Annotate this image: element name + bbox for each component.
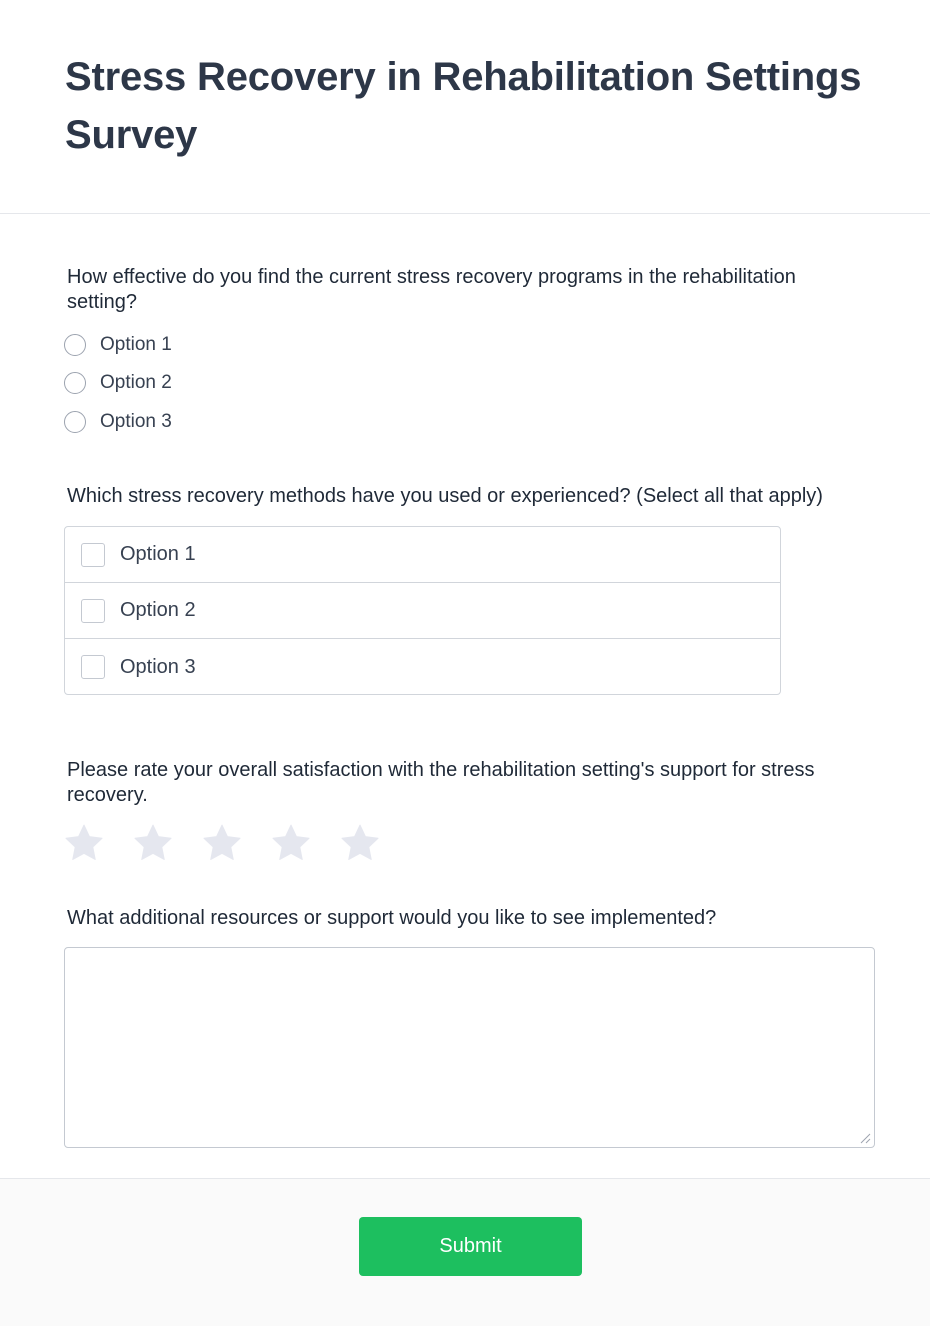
q2-checkbox-option-1[interactable]	[65, 527, 780, 583]
checkbox[interactable]	[81, 543, 105, 567]
question-1-label: How effective do you find the current stress recovery programs in the rehabilitation setting?	[67, 266, 796, 313]
radio-option-label: Option 2	[100, 372, 172, 393]
q1-radio-option-3[interactable]	[64, 409, 172, 435]
radio-circle[interactable]	[64, 334, 86, 356]
checkbox[interactable]	[81, 655, 105, 679]
radio-option-label: Option 3	[100, 411, 172, 432]
q1-radio-option-1[interactable]	[64, 332, 172, 358]
additional-resources-textarea[interactable]	[64, 947, 875, 1148]
star-icon[interactable]	[132, 822, 174, 864]
checkbox-option-label: Option 3	[120, 655, 196, 678]
submit-button[interactable]: Submit	[359, 1217, 582, 1276]
star-icon[interactable]	[339, 822, 381, 864]
q1-radio-option-2[interactable]	[64, 370, 172, 396]
resize-grip-icon[interactable]	[857, 1130, 871, 1144]
page-title: Stress Recovery in Rehabilitation Settings Survey	[65, 55, 862, 157]
checkbox-option-label: Option 1	[120, 543, 196, 565]
q2-checkbox-group	[64, 526, 781, 695]
question-2-label: Which stress recovery methods have you used or experienced? (Select all that apply)	[67, 485, 823, 507]
radio-circle[interactable]	[64, 372, 86, 394]
star-icon[interactable]	[63, 822, 105, 864]
star-icon[interactable]	[201, 822, 243, 864]
star-rating	[63, 822, 408, 864]
radio-circle[interactable]	[64, 411, 86, 433]
survey-header	[0, 0, 930, 214]
q2-checkbox-option-2[interactable]	[65, 583, 780, 639]
star-icon[interactable]	[270, 822, 312, 864]
q2-checkbox-option-3[interactable]	[65, 639, 780, 695]
checkbox-option-label: Option 2	[120, 599, 196, 621]
question-3-label: Please rate your overall satisfaction with the rehabilitation setting's support for stress recovery.	[67, 759, 815, 806]
checkbox[interactable]	[81, 599, 105, 623]
question-4-label: What additional resources or support would you like to see implemented?	[67, 907, 717, 929]
radio-option-label: Option 1	[100, 334, 172, 355]
